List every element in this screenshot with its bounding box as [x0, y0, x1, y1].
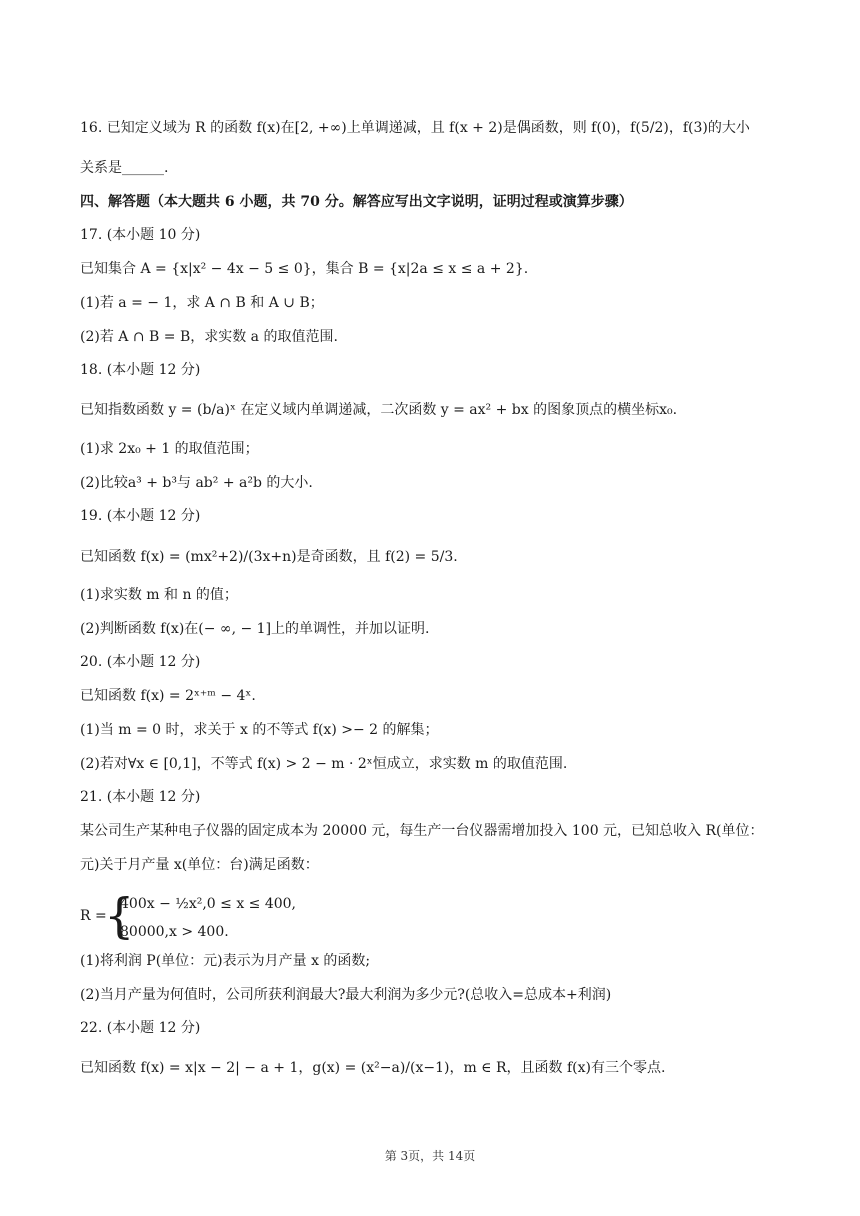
question-19-header: 19. (本小题 12 分): [80, 508, 201, 524]
question-16-text: 16. 已知定义域为 R 的函数 f(x)在[2, +∞)上单调递减，且 f(x + 2)是偶函数，则 f(0)，f(5/2)，f(3)的大小: [80, 120, 750, 136]
question-17-part2: (2)若 A ∩ B = B，求实数 a 的取值范围.: [80, 329, 338, 345]
question-20-part2: (2)若对∀x ∈ [0,1]，不等式 f(x) > 2 − m · 2ˣ恒成立，求实数 m 的取值范围.: [80, 756, 568, 772]
question-17-stem: 已知集合 A = {x|x² − 4x − 5 ≤ 0}，集合 B = {x|2a ≤ x ≤ a + 2}.: [80, 261, 529, 277]
page-footer: 第 3页，共 14页: [384, 1149, 476, 1163]
question-19-stem: 已知函数 f(x) = (mx²+2)/(3x+n)是奇函数，且 f(2) = 5/3.: [80, 549, 458, 565]
question-17-part1: (1)若 a = − 1，求 A ∩ B 和 A ∪ B；: [80, 295, 324, 311]
piecewise-case-1: 400x − ½x²,0 ≤ x ≤ 400,: [120, 896, 297, 912]
question-21-part2: (2)当月产量为何值时，公司所获利润最大?最大利润为多少元?(总收入=总成本+利润): [80, 987, 612, 1003]
question-19-part1: (1)求实数 m 和 n 的值；: [80, 587, 238, 603]
section-heading: 四、解答题（本大题共 6 小题，共 70 分。解答应写出文字说明，证明过程或演算步骤）: [80, 194, 633, 210]
piecewise-function: [80, 886, 500, 946]
question-18-header: 18. (本小题 12 分): [80, 362, 201, 378]
question-17-header: 17. (本小题 10 分): [80, 227, 201, 243]
question-20-stem: 已知函数 f(x) = 2ˣ⁺ᵐ − 4ˣ.: [80, 688, 256, 704]
piecewise-lhs: R =: [80, 908, 107, 924]
piecewise-case-2: 80000,x > 400.: [120, 924, 229, 940]
piecewise-brace: {: [104, 888, 135, 944]
question-16-blank: 关系是______.: [80, 160, 169, 176]
question-22-header: 22. (本小题 12 分): [80, 1020, 201, 1036]
question-21-stem-2: 元)关于月产量 x(单位：台)满足函数：: [80, 857, 319, 873]
question-22-stem: 已知函数 f(x) = x|x − 2| − a + 1，g(x) = (x²−a)/(x−1)，m ∈ R，且函数 f(x)有三个零点.: [80, 1060, 666, 1076]
question-21-header: 21. (本小题 12 分): [80, 789, 201, 805]
question-21-part1: (1)将利润 P(单位：元)表示为月产量 x 的函数;: [80, 953, 371, 969]
question-21-stem-1: 某公司生产某种电子仪器的固定成本为 20000 元，每生产一台仪器需增加投入 100 元，已知总收入 R(单位：: [80, 823, 764, 839]
question-20-header: 20. (本小题 12 分): [80, 654, 201, 670]
question-18-stem: 已知指数函数 y = (b/a)ˣ 在定义域内单调递减，二次函数 y = ax² + bx 的图象顶点的横坐标x₀.: [80, 402, 678, 418]
question-19-part2: (2)判断函数 f(x)在(− ∞, − 1]上的单调性，并加以证明.: [80, 621, 430, 637]
question-20-part1: (1)当 m = 0 时，求关于 x 的不等式 f(x) >− 2 的解集；: [80, 722, 439, 738]
question-18-part1: (1)求 2x₀ + 1 的取值范围；: [80, 441, 259, 457]
question-18-part2: (2)比较a³ + b³与 ab² + a²b 的大小.: [80, 475, 313, 491]
